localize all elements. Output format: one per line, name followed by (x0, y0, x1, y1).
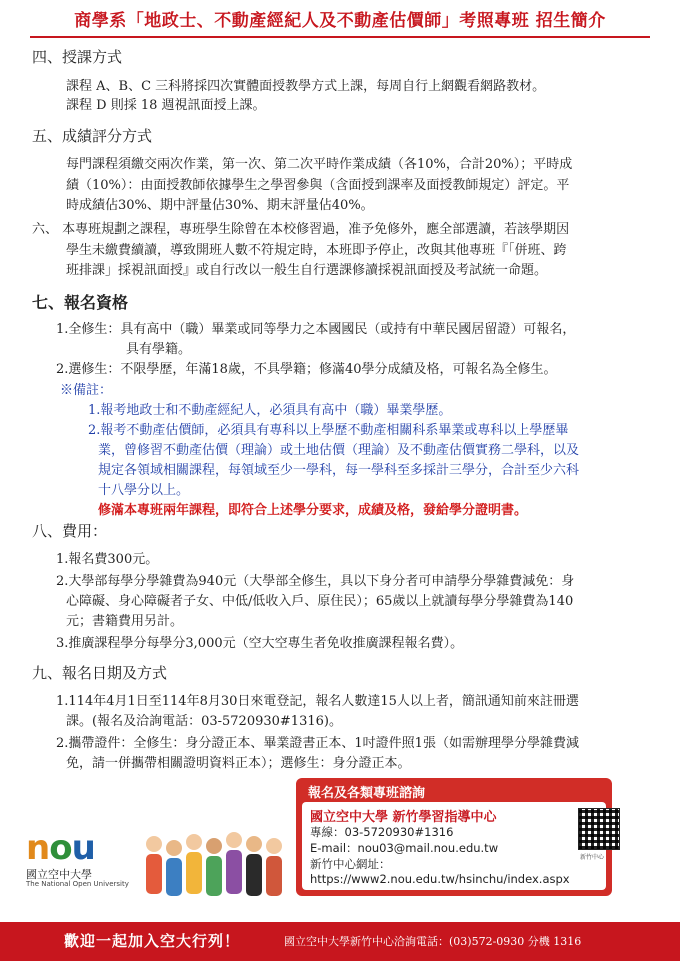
note-line: 規定各領域相關課程，每領域至少一學科，每一學科至多採計三學分，合計至少六科 (98, 463, 580, 478)
footer-contact: 國立空中大學新竹中心洽詢電話：(03)572-0930 分機 1316 (284, 935, 582, 948)
page-header (0, 0, 680, 40)
section-9-line: 2.攜帶證件：全修生：身分證正本、畢業證書正本、1吋證件照1張（如需辦理學分學雜費減 (56, 736, 579, 751)
note-line: 業，曾修習不動產估價（理論）或土地估價（理論）及不動產估價實務二學科，以及 (98, 443, 580, 458)
section-9-heading: 九、報名日期及方式 (32, 664, 168, 682)
section-6-line: 學生未繳費續讀，導致開班人數不符規定時，本班即予停止，改與其他專班『「併班、跨 (66, 243, 567, 258)
section-8-line: 3.推廣課程學分每學分3,000元（空大空專生者免收推廣課程報名費）。 (56, 636, 464, 651)
section-5-line: 績（10%）：由面授教師依據學生之學習參與（含面授到課率及面授教師規定）評定。平 (66, 178, 570, 193)
section-4-heading: 四、授課方式 (32, 48, 123, 66)
section-5-heading: 五、成績評分方式 (32, 127, 153, 145)
section-8-line: 元；書籍費用另計。 (66, 614, 184, 629)
section-6-line: 六、 本專班規劃之課程，專班學生除曾在本校修習過，准予免修外，應全部選讀，若該學期因 (32, 222, 570, 237)
note-line: 1.報考地政士和不動產經紀人，必須具有高中（職）畢業學歷。 (88, 403, 452, 418)
contact-url[interactable]: https://www2.nou.edu.tw/hsinchu/index.aspx (310, 872, 570, 886)
qr-label: 新竹中心 (580, 854, 605, 861)
footer-slogan: 歡迎一起加入空大行列！ (64, 932, 241, 950)
contact-box-body (302, 802, 606, 890)
contact-email[interactable]: E-mail：nou03@mail.nou.edu.tw (310, 841, 499, 855)
logo-letter-u: u (71, 828, 95, 868)
section-9-line: 課。(報名及洽詢電話：03-5720930#1316)。 (66, 714, 342, 729)
section-7-line: 2.選修生：不限學歷，年滿18歲，不具學籍；修滿40學分成績及格，可報名為全修生。 (56, 362, 557, 377)
contact-site-label: 新竹中心網址： (310, 857, 391, 871)
logo-mark (26, 828, 95, 868)
section-5-line: 每門課程須繳交兩次作業，第一次、第二次平時作業成績（各10%，合計20%）；平時成 (66, 157, 573, 172)
section-4-line: 課程 A、B、C 三科將採四次實體面授教學方式上課，每周自行上網觀看網路教材。 (66, 79, 546, 94)
page-title: 商學系「地政士、不動產經紀人及不動產估價師」考照專班 招生簡介 (74, 11, 606, 31)
section-8-line: 2.大學部每學分學雜費為940元（大學部全修生，具以下身分者可申請學分學雜費減免：身 (56, 574, 575, 589)
section-4-line: 課程 D 則採 18 週視訊面授上課。 (66, 98, 266, 113)
header-divider (30, 36, 650, 38)
students-illustration (142, 826, 288, 906)
section-9-line: 免，請一併攜帶相關證明資料正本）；選修生：身分證正本。 (66, 756, 411, 771)
contact-box (296, 778, 612, 896)
logo-letter-o: o (49, 828, 72, 868)
person-figure (146, 832, 282, 896)
qr-code-icon[interactable] (578, 808, 620, 850)
note-label: ※備註： (60, 383, 113, 398)
logo-letter-n: n (26, 828, 50, 868)
section-9-line: 1.114年4月1日至114年8月30日來電登記，報名人數達15人以上者，簡訊通知前來註冊選 (56, 694, 579, 709)
logo-chinese-name: 國立空中大學 (26, 868, 92, 881)
note-line: 十八學分以上。 (98, 483, 190, 498)
section-6-line: 班排課」採視訊面授』或自行改以一般生自行選課修讀採視訊面授及考試統一命題。 (66, 263, 548, 278)
section-7-line: 1.全修生：具有高中（職）畢業或同等學力之本國國民（或持有中華民國居留證）可報名， (56, 322, 576, 337)
section-8-line: 1.報名費300元。 (56, 552, 159, 567)
section-7-heading: 七、報名資格 (32, 293, 129, 312)
contact-org: 國立空中大學 新竹學習指導中心 (310, 810, 497, 825)
note-line: 2.報考不動產估價師，必須具有專科以上學歷不動產相關科系畢業或專科以上學歷畢 (88, 423, 569, 438)
credit-warning: 修滿本專班兩年課程，即符合上述學分要求，成績及格，發給學分證明書。 (98, 503, 528, 518)
contact-box-tab: 報名及各類專班諮詢 (308, 786, 426, 801)
section-5-line: 時成績佔30%、期中評量佔30%、期末評量佔40%。 (66, 198, 374, 213)
footer-bar (0, 922, 680, 961)
section-8-heading: 八、費用： (32, 522, 108, 540)
contact-phone: 專線：03-5720930#1316 (310, 825, 454, 839)
nou-logo (24, 828, 134, 888)
logo-english-name: The National Open University (26, 880, 129, 888)
section-7-line: 具有學籍。 (126, 342, 192, 357)
section-8-line: 心障礙、身心障礙者子女、中低/低收入戶、原住民）；65歲以上就讀每學分學雜費為140 (66, 594, 574, 609)
